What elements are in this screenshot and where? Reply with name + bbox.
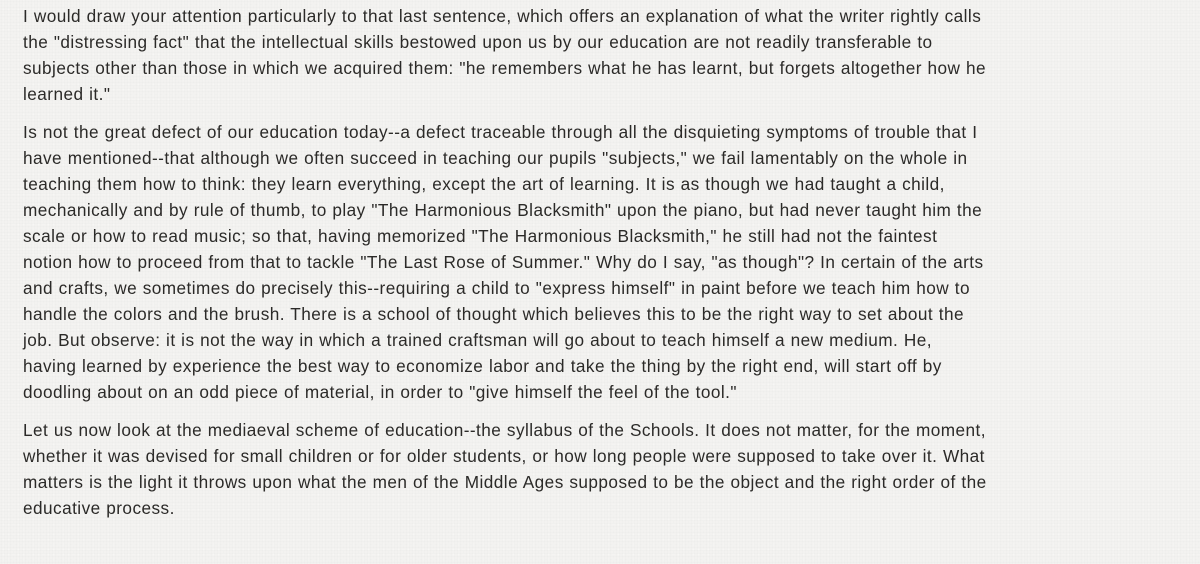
paragraph-2: Is not the great defect of our education today--a defect traceable through all the disquieting symptoms of trouble that I have mentioned--that although we often succeed in teaching our pupils "subjects," we fail lamentably on the whole in teaching them how to think: they learn everything, except the art of learning. It is as though we had taught a child, mechanically and by rule of thumb, to play "The Harmonious Blacksmith" upon the piano, but had never taught him the scale or how to read music; so that, having memorized "The Harmonious Blacksmith," he still had not the faintest notion how to proceed from that to tackle "The Last Rose of Summer." Why do I say, "as though"? In certain of the arts and crafts, we sometimes do precisely this--requiring a child to "express himself" in paint before we teach him how to handle the colors and the brush. There is a school of thought which believes this to be the right way to set about the job. But observe: it is not the way in which a trained craftsman will go about to teach himself a new medium. He, having learned by experience the best way to economize labor and take the thing by the right end, will start off by doodling about on an odd piece of material, in order to "give himself the feel of the tool." xyxy=(23,122,984,402)
paragraph-3: Let us now look at the mediaeval scheme of education--the syllabus of the Schools. It does not matter, for the moment, whether it was devised for small children or for older students, or how long people were supposed to take over it. What matters is the light it throws upon what the men of the Middle Ages supposed to be the object and the right order of the educative process. xyxy=(23,420,987,518)
document-body xyxy=(23,3,988,533)
paragraph-1: I would draw your attention particularly to that last sentence, which offers an explanation of what the writer rightly calls the "distressing fact" that the intellectual skills bestowed upon us by our education are not readily transferable to subjects other than those in which we acquired them: "he remembers what he has learnt, but forgets altogether how he learned it." xyxy=(23,6,987,104)
